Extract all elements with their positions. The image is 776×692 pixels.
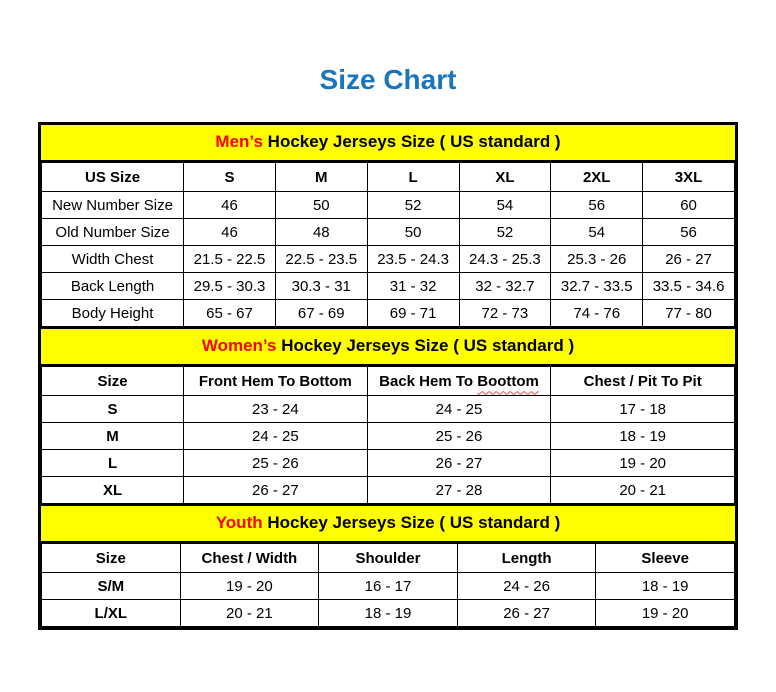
youth-section-header — [41, 504, 735, 543]
mens-header-row — [42, 163, 735, 192]
value-cell: 46 — [184, 219, 276, 246]
value-cell: 24 - 25 — [367, 396, 551, 423]
value-cell: 26 - 27 — [367, 450, 551, 477]
value-cell: 20 - 21 — [180, 600, 319, 627]
value-cell: 21.5 - 22.5 — [184, 246, 276, 273]
value-cell: 19 - 20 — [596, 600, 735, 627]
mens-section-header — [41, 125, 735, 162]
row-label-cell: L/XL — [42, 600, 181, 627]
table-row — [42, 273, 735, 300]
value-cell: 72 - 73 — [459, 300, 551, 327]
value-cell: 24 - 26 — [457, 573, 596, 600]
value-cell: 26 - 27 — [643, 246, 735, 273]
value-cell: 19 - 20 — [551, 450, 735, 477]
value-cell: 56 — [643, 219, 735, 246]
column-header: XL — [459, 163, 551, 192]
youth-header-rest: Hockey Jerseys Size ( US standard ) — [262, 513, 561, 532]
column-header: Chest / Width — [180, 544, 319, 573]
table-row — [42, 246, 735, 273]
row-label-cell: Old Number Size — [42, 219, 184, 246]
column-header: Size — [42, 367, 184, 396]
column-header: Shoulder — [319, 544, 458, 573]
womens-size-table — [41, 366, 735, 504]
value-cell: 26 - 27 — [457, 600, 596, 627]
row-label-cell: XL — [42, 477, 184, 504]
value-cell: 32.7 - 33.5 — [551, 273, 643, 300]
mens-header-rest: Hockey Jerseys Size ( US standard ) — [262, 132, 561, 151]
value-cell: 50 — [275, 192, 367, 219]
row-label-cell: Back Length — [42, 273, 184, 300]
table-row — [42, 477, 735, 504]
row-label-cell: Width Chest — [42, 246, 184, 273]
row-label-cell: M — [42, 423, 184, 450]
youth-size-table — [41, 543, 735, 627]
womens-header-row — [42, 367, 735, 396]
value-cell: 24 - 25 — [184, 423, 368, 450]
row-label-cell: S — [42, 396, 184, 423]
table-row — [42, 600, 735, 627]
value-cell: 25 - 26 — [184, 450, 368, 477]
mens-size-table — [41, 162, 735, 327]
value-cell: 54 — [459, 192, 551, 219]
column-header: 2XL — [551, 163, 643, 192]
column-header: 3XL — [643, 163, 735, 192]
value-cell: 65 - 67 — [184, 300, 276, 327]
misspelled-word: Boottom — [477, 372, 539, 390]
column-header: Chest / Pit To Pit — [551, 367, 735, 396]
value-cell: 32 - 32.7 — [459, 273, 551, 300]
value-cell: 67 - 69 — [275, 300, 367, 327]
column-header: US Size — [42, 163, 184, 192]
youth-highlight: Youth — [215, 513, 263, 532]
row-label-cell: New Number Size — [42, 192, 184, 219]
mens-highlight: Men’s — [215, 132, 263, 151]
row-label-cell: S/M — [42, 573, 181, 600]
table-row — [42, 300, 735, 327]
value-cell: 54 — [551, 219, 643, 246]
value-cell: 77 - 80 — [643, 300, 735, 327]
value-cell: 52 — [459, 219, 551, 246]
column-header: Size — [42, 544, 181, 573]
table-row — [42, 450, 735, 477]
table-row — [42, 219, 735, 246]
value-cell: 25.3 - 26 — [551, 246, 643, 273]
womens-section-header — [41, 327, 735, 366]
value-cell: 16 - 17 — [319, 573, 458, 600]
column-header: M — [275, 163, 367, 192]
column-header: Sleeve — [596, 544, 735, 573]
value-cell: 30.3 - 31 — [275, 273, 367, 300]
value-cell: 74 - 76 — [551, 300, 643, 327]
table-row — [42, 192, 735, 219]
value-cell: 18 - 19 — [551, 423, 735, 450]
value-cell: 29.5 - 30.3 — [184, 273, 276, 300]
youth-header-row — [42, 544, 735, 573]
value-cell: 27 - 28 — [367, 477, 551, 504]
page-title: Size Chart — [319, 64, 457, 95]
row-label-cell: Body Height — [42, 300, 184, 327]
size-chart-container — [38, 122, 738, 630]
column-header-text: Back Hem To — [379, 372, 478, 390]
table-row — [42, 396, 735, 423]
column-header: Length — [457, 544, 596, 573]
value-cell: 60 — [643, 192, 735, 219]
value-cell: 26 - 27 — [184, 477, 368, 504]
value-cell: 46 — [184, 192, 276, 219]
value-cell: 22.5 - 23.5 — [275, 246, 367, 273]
value-cell: 69 - 71 — [367, 300, 459, 327]
value-cell: 48 — [275, 219, 367, 246]
value-cell: 19 - 20 — [180, 573, 319, 600]
table-row — [42, 573, 735, 600]
value-cell: 18 - 19 — [596, 573, 735, 600]
value-cell: 33.5 - 34.6 — [643, 273, 735, 300]
column-header — [367, 367, 551, 396]
value-cell: 17 - 18 — [551, 396, 735, 423]
value-cell: 25 - 26 — [367, 423, 551, 450]
womens-highlight: Women’s — [201, 336, 277, 355]
womens-header-rest: Hockey Jerseys Size ( US standard ) — [276, 336, 575, 355]
column-header: L — [367, 163, 459, 192]
value-cell: 18 - 19 — [319, 600, 458, 627]
table-row — [42, 423, 735, 450]
row-label-cell: L — [42, 450, 184, 477]
value-cell: 52 — [367, 192, 459, 219]
value-cell: 24.3 - 25.3 — [459, 246, 551, 273]
column-header: S — [184, 163, 276, 192]
value-cell: 20 - 21 — [551, 477, 735, 504]
value-cell: 23.5 - 24.3 — [367, 246, 459, 273]
value-cell: 31 - 32 — [367, 273, 459, 300]
value-cell: 50 — [367, 219, 459, 246]
value-cell: 23 - 24 — [184, 396, 368, 423]
value-cell: 56 — [551, 192, 643, 219]
column-header: Front Hem To Bottom — [184, 367, 368, 396]
